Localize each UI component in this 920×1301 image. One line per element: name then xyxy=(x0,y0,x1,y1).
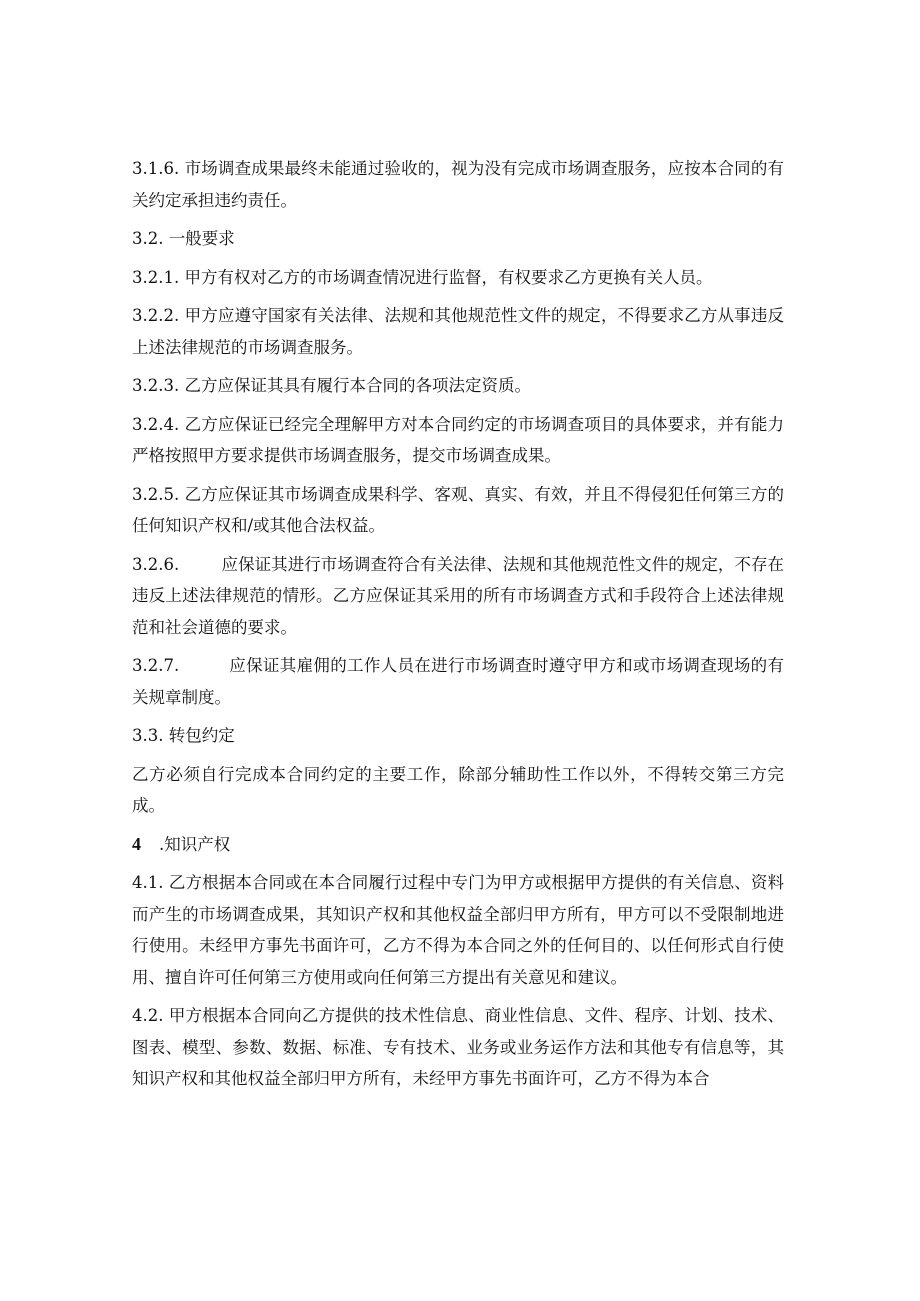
document-body xyxy=(132,153,784,1102)
clause-4-2: 4.2. 甲方根据本合同向乙方提供的技术性信息、商业性信息、文件、程序、计划、技术、图表、模型、参数、数据、标准、专有技术、业务或业务运作方法和其他专有信息等，其知识产权和其他权益全部归甲方所有，未经甲方事先书面许可，乙方不得为本合 xyxy=(132,1006,784,1088)
section-heading-4 xyxy=(132,829,784,861)
section-heading-3-2: 3.2. 一般要求 xyxy=(132,229,235,248)
section-heading-3-3: 3.3. 转包约定 xyxy=(132,726,235,745)
clause-3-2-6: 3.2.6. 应保证其进行市场调查符合有关法律、法规和其他规范性文件的规定，不存在违反上述法律规范的情形。乙方应保证其采用的所有市场调查方式和手段符合上述法律规范和社会道德的要求。 xyxy=(132,554,784,637)
clause-3-1-6: 3.1.6. 市场调查成果最终未能通过验收的，视为没有完成市场调查服务，应按本合同的有关约定承担违约责任。 xyxy=(132,159,784,210)
clause-3-2-1: 3.2.1. 甲方有权对乙方的市场调查情况进行监督，有权要求乙方更换有关人员。 xyxy=(132,267,713,287)
clause-3-2-5: 3.2.5. 乙方应保证其市场调查成果科学、客观、真实、有效，并且不得侵犯任何第三方的任何知识产权和/或其他合法权益。 xyxy=(132,484,784,535)
clause-3-2-4: 3.2.4. 乙方应保证已经完全理解甲方对本合同约定的市场调查项目的具体要求，并有能力严格按照甲方要求提供市场调查服务，提交市场调查成果。 xyxy=(132,414,784,465)
section-4-number: 4 xyxy=(132,833,141,854)
clause-3-2-3: 3.2.3. 乙方应保证其具有履行本合同的各项法定资质。 xyxy=(132,376,531,395)
clause-4-1: 4.1. 乙方根据本合同或在本合同履行过程中专门为甲方或根据甲方提供的有关信息、资料而产生的市场调查成果，其知识产权和其他权益全部归甲方所有，甲方可以不受限制地进行使用。未经甲方事先书面许可，乙方不得为本合同之外的任何目的、以任何形式自行使用、擅自许可任何第三方使用或向任何第三方提出有关意见和建议。 xyxy=(132,873,784,987)
clause-3-2-7: 3.2.7. 应保证其雇佣的工作人员在进行市场调查时遵守甲方和或市场调查现场的有关规章制度。 xyxy=(132,656,784,707)
section-4-title: .知识产权 xyxy=(159,834,231,854)
clause-3-2-2: 3.2.2. 甲方应遵守国家有关法律、法规和其他规范性文件的规定，不得要求乙方从事违反上述法律规范的市场调查服务。 xyxy=(132,306,784,357)
clause-3-3-body: 乙方必须自行完成本合同约定的主要工作，除部分辅助性工作以外，不得转交第三方完成。 xyxy=(132,764,784,815)
